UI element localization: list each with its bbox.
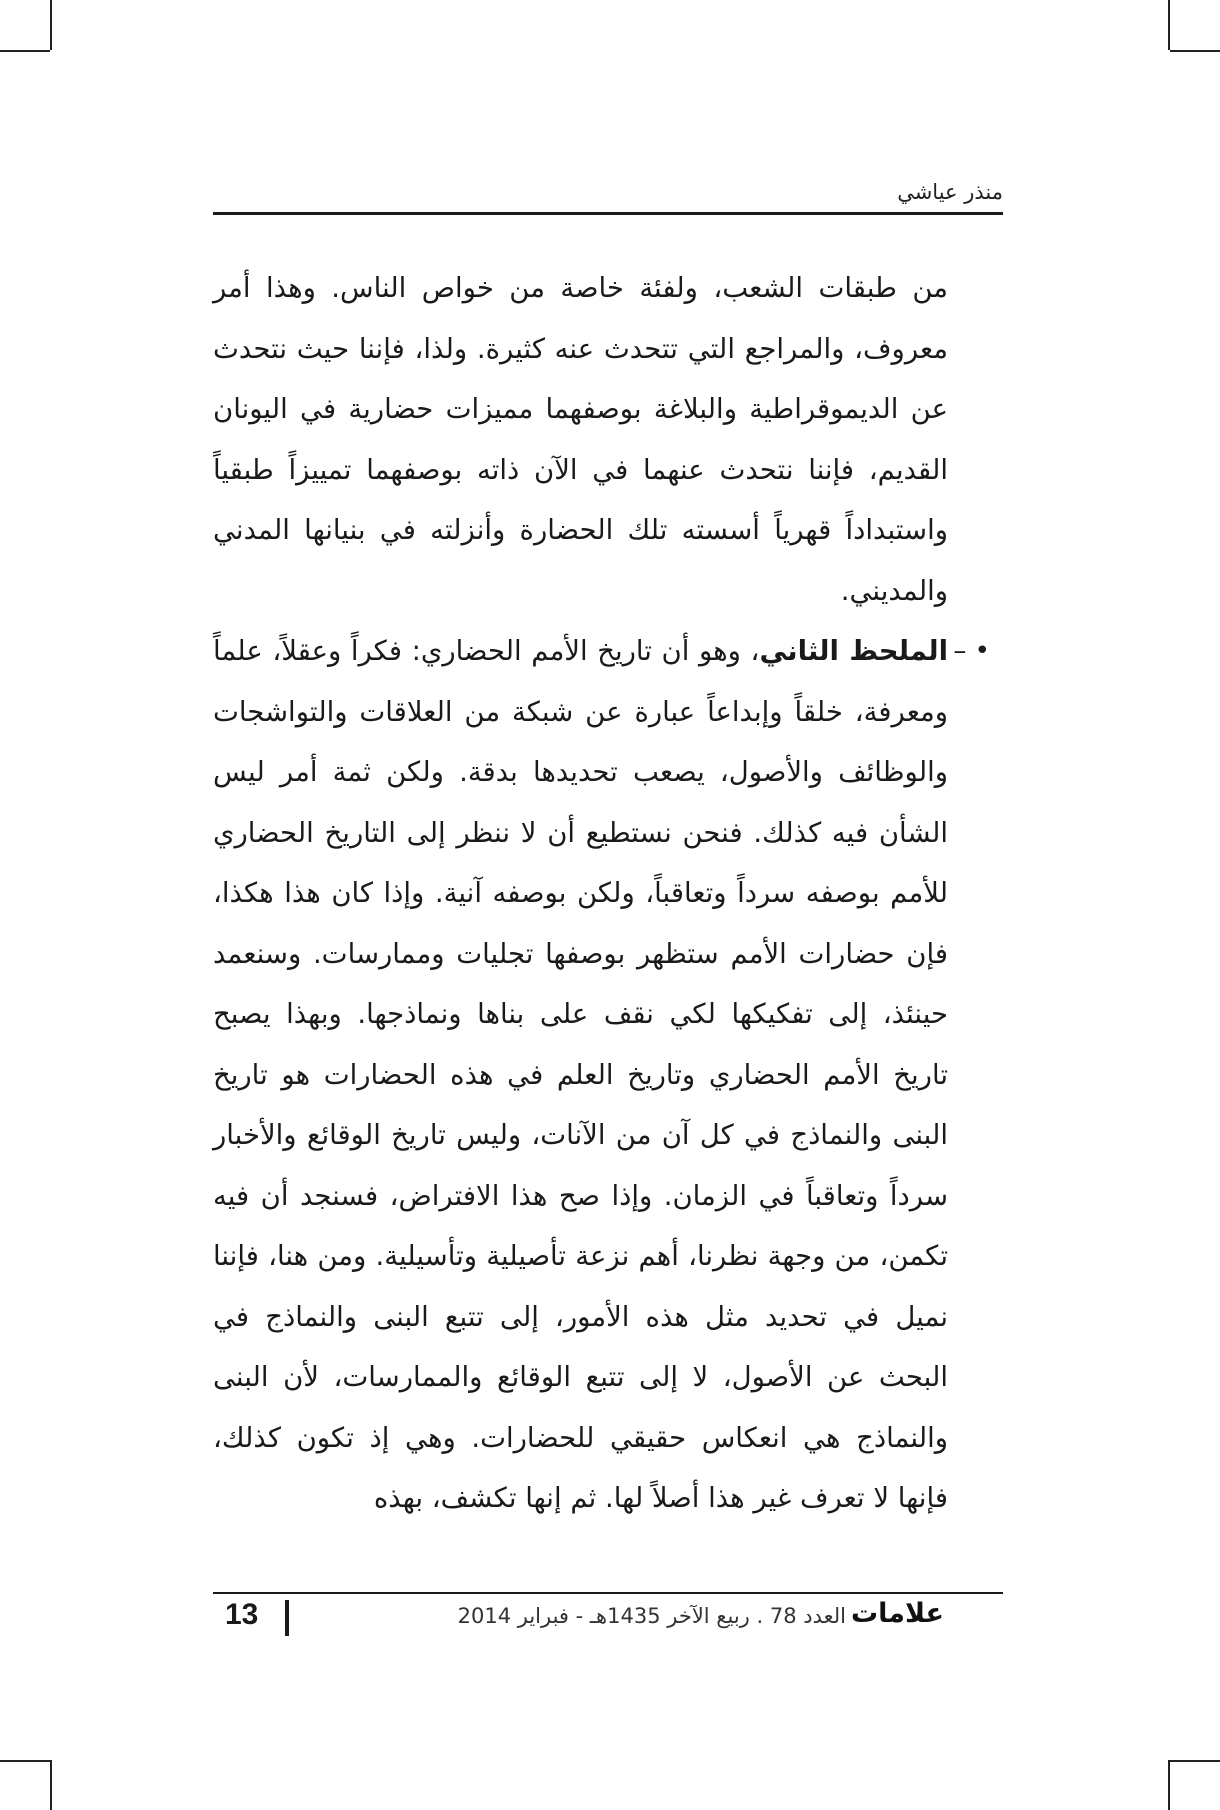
footer-divider [285, 1600, 289, 1636]
crop-mark [50, 0, 52, 50]
crop-mark [1168, 1760, 1170, 1810]
crop-mark [0, 1760, 50, 1762]
paragraph: من طبقات الشعب، ولفئة خاصة من خواص الناس. وهذا أمر معروف، والمراجع التي تتحدث عنه كثيرة. ولذا، فإننا حيث نتحدث عن الديموقراطية والبلاغة بوصفهما مميزات حضارية في اليونان القديم، فإننا نتحدث عنهما في الآن ذاته بوصفهما تمييزاً طبقياً واستبداداً قهرياً أسسته تلك الحضارة وأنزلته في بنيانها المدني والمديني. [213, 272, 948, 607]
journal-logo: علامات [851, 1598, 944, 1629]
crop-mark [0, 50, 50, 52]
crop-mark [1170, 50, 1220, 52]
crop-mark [1170, 1760, 1220, 1762]
body-text [213, 258, 990, 1529]
bullet-marker: • – [953, 636, 990, 666]
running-head-author: منذر عياشي [897, 180, 1003, 204]
bullet-paragraph [213, 621, 990, 1529]
crop-mark [50, 1760, 52, 1810]
crop-mark [1168, 0, 1170, 50]
bullet-text: ، وهو أن تاريخ الأمم الحضاري: فكراً وعقلاً، علماً ومعرفة، خلقاً وإبداعاً عبارة عن شبكة من العلاقات والتواشجات والوظائف والأصول، يصعب تحديدها بدقة. ولكن ثمة أمر ليس الشأن فيه كذلك. فنحن نستطيع أن لا ننظر إلى التاريخ الحضاري للأمم بوصفه سرداً وتعاقباً، ولكن بوصفه آنية. وإذا كان هذا هكذا، فإن حضارات الأمم ستظهر بوصفها تجليات وممارسات. وسنعمد حينئذ، إلى تفكيكها لكي نقف على بناها ونماذجها. وبهذا يصبح تاريخ الأمم الحضاري وتاريخ العلم في هذه الحضارات هو تاريخ البنى والنماذج في كل آن من الآنات، وليس تاريخ الوقائع والأخبار سرداً وتعاقباً في الزمان. وإذا صح هذا الافتراض، فسنجد أن فيه تكمن، من وجهة نظرنا، أهم نزعة تأصيلية وتأسيلية. ومن هنا، فإننا نميل في تحديد مثل هذه الأمور، إلى تتبع البنى والنماذج في البحث عن الأصول، لا إلى تتبع الوقائع والممارسات، لأن البنى والنماذج هي انعكاس حقيقي للحضارات. وهي إذ تكون كذلك، فإنها لا تعرف غير هذا أصلاً لها. ثم إنها تكشف، بهذه [213, 635, 948, 1514]
footer-rule [213, 1592, 1003, 1594]
page-number: 13 [225, 1598, 259, 1631]
lead-term: الملحظ الثاني [759, 635, 948, 667]
page-footer [213, 1598, 1003, 1638]
header-rule [213, 212, 1003, 215]
issue-info: العدد 78 . ربيع الآخر 1435هـ - فبراير 2014 [457, 1604, 846, 1628]
